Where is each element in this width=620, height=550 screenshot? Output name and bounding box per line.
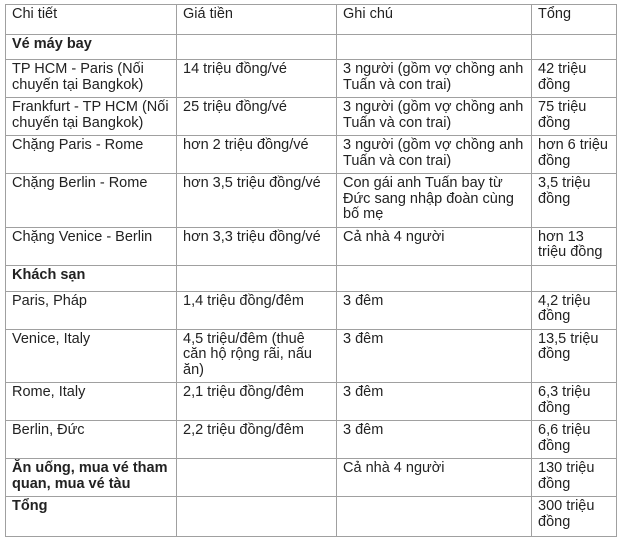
table-row — [6, 227, 617, 265]
table-row — [6, 291, 617, 329]
header-price: Giá tiền — [177, 5, 337, 35]
cell-price: hơn 3,5 triệu đồng/vé — [177, 174, 337, 228]
header-total: Tổng — [532, 5, 617, 35]
cell-detail: Rome, Italy — [6, 383, 177, 421]
cost-table — [5, 4, 617, 537]
cell-total: hơn 6 triệu đồng — [532, 136, 617, 174]
section-title-hotels: Khách sạn — [6, 265, 177, 291]
table-row — [6, 421, 617, 459]
cell-detail: Chặng Venice - Berlin — [6, 227, 177, 265]
cell-price — [177, 459, 337, 497]
cell-total: 3,5 triệu đồng — [532, 174, 617, 228]
cell-price: 25 triệu đồng/vé — [177, 98, 337, 136]
cell-note: Con gái anh Tuấn bay từ Đức sang nhập đoàn cùng bố mẹ — [337, 174, 532, 228]
cell-total: 75 triệu đồng — [532, 98, 617, 136]
cell-note: 3 đêm — [337, 421, 532, 459]
cell-note: 3 người (gồm vợ chồng anh Tuấn và con trai) — [337, 60, 532, 98]
cell-detail: Venice, Italy — [6, 329, 177, 383]
cell-total: hơn 13 triệu đồng — [532, 227, 617, 265]
cell-detail: Chặng Berlin - Rome — [6, 174, 177, 228]
cell-note: 3 người (gồm vợ chồng anh Tuấn và con trai) — [337, 136, 532, 174]
table-row — [6, 383, 617, 421]
table-row — [6, 459, 617, 497]
table-row — [6, 98, 617, 136]
cell-detail: Frankfurt - TP HCM (Nối chuyến tại Bangkok) — [6, 98, 177, 136]
cell-total: 4,2 triệu đồng — [532, 291, 617, 329]
cell-price: 14 triệu đồng/vé — [177, 60, 337, 98]
cell-total: 13,5 triệu đồng — [532, 329, 617, 383]
cell-detail: Chặng Paris - Rome — [6, 136, 177, 174]
cell-detail: TP HCM - Paris (Nối chuyến tại Bangkok) — [6, 60, 177, 98]
cell-detail: Ăn uống, mua vé tham quan, mua vé tàu — [6, 459, 177, 497]
cell-note: 3 đêm — [337, 329, 532, 383]
header-detail: Chi tiết — [6, 5, 177, 35]
table-row — [6, 329, 617, 383]
section-row-hotels — [6, 265, 617, 291]
cell-total: 130 triệu đồng — [532, 459, 617, 497]
cell-note: Cả nhà 4 người — [337, 459, 532, 497]
cell-price: 1,4 triệu đồng/đêm — [177, 291, 337, 329]
header-note: Ghi chú — [337, 5, 532, 35]
cell-price: 4,5 triệu/đêm (thuê căn hộ rộng rãi, nấu ăn) — [177, 329, 337, 383]
cell-detail: Paris, Pháp — [6, 291, 177, 329]
cell-price: hơn 2 triệu đồng/vé — [177, 136, 337, 174]
cell-note: Cả nhà 4 người — [337, 227, 532, 265]
grand-total-label: Tổng — [6, 497, 177, 537]
section-row-flights — [6, 35, 617, 60]
cell-note: 3 đêm — [337, 291, 532, 329]
grand-total-row — [6, 497, 617, 537]
section-title-flights: Vé máy bay — [6, 35, 177, 60]
cost-table-body — [6, 5, 617, 537]
cell-price: 2,1 triệu đồng/đêm — [177, 383, 337, 421]
table-row — [6, 174, 617, 228]
cell-total: 42 triệu đồng — [532, 60, 617, 98]
cell-price: 2,2 triệu đồng/đêm — [177, 421, 337, 459]
cell-total: 6,6 triệu đồng — [532, 421, 617, 459]
cell-note: 3 đêm — [337, 383, 532, 421]
cell-total: 6,3 triệu đồng — [532, 383, 617, 421]
cell-note: 3 người (gồm vợ chồng anh Tuấn và con trai) — [337, 98, 532, 136]
cell-detail: Berlin, Đức — [6, 421, 177, 459]
header-row — [6, 5, 617, 35]
table-row — [6, 136, 617, 174]
grand-total-value: 300 triệu đồng — [532, 497, 617, 537]
cell-price: hơn 3,3 triệu đồng/vé — [177, 227, 337, 265]
table-row — [6, 60, 617, 98]
